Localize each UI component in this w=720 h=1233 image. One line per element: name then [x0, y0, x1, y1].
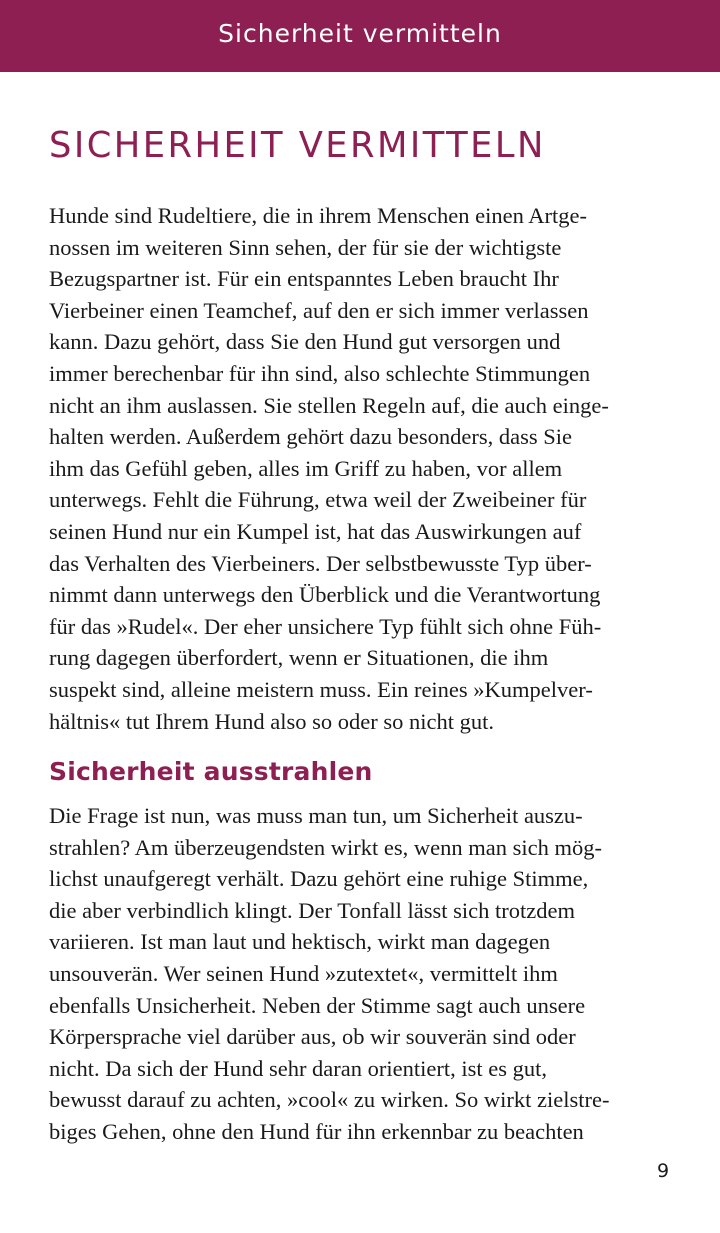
text-line: strahlen? Am überzeugendsten wirkt es, wenn man sich mög-	[49, 834, 602, 860]
text-line: Körpersprache viel darüber aus, ob wir souverän sind oder	[49, 1024, 576, 1050]
text-line: suspekt sind, alleine meistern muss. Ein reines »Kumpelver-	[49, 676, 593, 702]
text-line: die aber verbindlich klingt. Der Tonfall lässt sich trotzdem	[49, 897, 575, 923]
section-heading: Sicherheit ausstrahlen	[49, 757, 373, 786]
running-header-title: Sicherheit vermitteln	[218, 18, 502, 48]
text-line: nicht an ihm auslassen. Sie stellen Regeln auf, die auch einge-	[49, 392, 609, 418]
text-line: variieren. Ist man laut und hektisch, wirkt man dagegen	[49, 929, 551, 955]
text-line: ihm das Gefühl geben, alles im Griff zu haben, vor allem	[49, 455, 563, 481]
text-line: biges Gehen, ohne den Hund für ihn erkennbar zu beachten	[49, 1118, 584, 1144]
text-line: rung dagegen überfordert, wenn er Situationen, die ihm	[49, 645, 549, 671]
text-line: Die Frage ist nun, was muss man tun, um Sicherheit auszu-	[49, 803, 583, 828]
text-line: für das »Rudel«. Der eher unsichere Typ fühlt sich ohne Füh-	[49, 613, 602, 639]
running-header-bar	[0, 0, 720, 72]
text-line: immer berechenbar für ihn sind, also schlechte Stimmungen	[49, 360, 591, 386]
text-line: kann. Dazu gehört, dass Sie den Hund gut versorgen und	[49, 329, 561, 355]
page-number: 9	[657, 1160, 670, 1182]
text-line: hältnis« tut Ihrem Hund also so oder so nicht gut.	[49, 708, 494, 734]
text-line: das Verhalten des Vierbeiners. Der selbstbewusste Typ über-	[49, 550, 592, 576]
chapter-title: SICHERHEIT VERMITTELN	[49, 125, 546, 166]
text-line: nossen im weiteren Sinn sehen, der für sie der wichtigste	[49, 234, 562, 260]
text-line: lichst unaufgeregt verhält. Dazu gehört eine ruhige Stimme,	[49, 866, 589, 892]
text-line: ebenfalls Unsicherheit. Neben der Stimme sagt auch unsere	[49, 992, 586, 1018]
text-line: Hunde sind Rudeltiere, die in ihrem Menschen einen Artge-	[49, 203, 587, 228]
text-line: bewusst darauf zu achten, »cool« zu wirken. So wirkt zielstre-	[49, 1087, 610, 1113]
text-line: Bezugspartner ist. Für ein entspanntes Leben braucht Ihr	[49, 266, 559, 292]
text-line: nicht. Da sich der Hund sehr daran orientiert, ist es gut,	[49, 1055, 547, 1081]
text-line: halten werden. Außerdem gehört dazu besonders, dass Sie	[49, 424, 572, 450]
intro-paragraph	[49, 200, 689, 737]
text-line: unsouverän. Wer seinen Hund »zutextet«, vermittelt ihm	[49, 960, 558, 986]
section-paragraph	[49, 800, 689, 1148]
text-line: nimmt dann unterwegs den Überblick und die Verantwortung	[49, 582, 601, 608]
text-line: unterwegs. Fehlt die Führung, etwa weil der Zweibeiner für	[49, 487, 587, 513]
text-line: seinen Hund nur ein Kumpel ist, hat das Auswirkungen auf	[49, 518, 582, 544]
text-line: Vierbeiner einen Teamchef, auf den er sich immer verlassen	[49, 297, 589, 323]
